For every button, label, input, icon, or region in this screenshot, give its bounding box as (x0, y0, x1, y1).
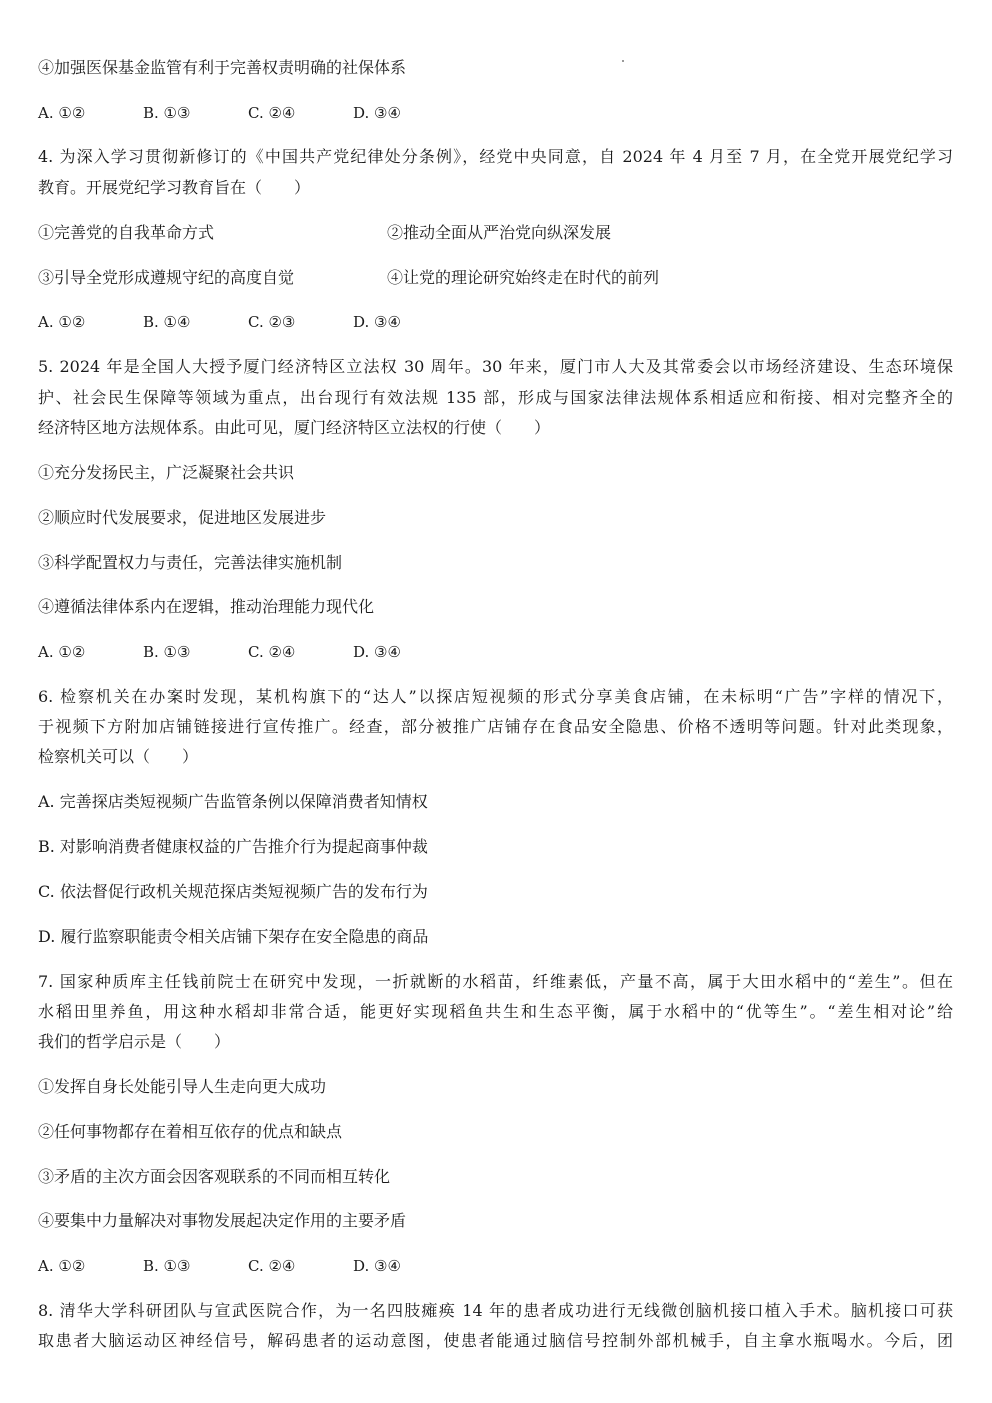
q7-choice-a: A. ①② (38, 1257, 86, 1275)
q5-statement-3: ③科学配置权力与责任，完善法律实施机制 (38, 553, 343, 572)
q4-statement-3: ③引导全党形成遵规守纪的高度自觉 (38, 268, 295, 287)
q4-choice-b: B. ①④ (143, 313, 191, 331)
q3-choice-c: C. ②④ (248, 104, 296, 122)
q7-statement-2: ②任何事物都存在着相互依存的优点和缺点 (38, 1122, 343, 1141)
q5-choice-d: D. ③④ (353, 643, 401, 661)
q5-stem-line-1: 5. 2024 年是全国人大授予厦门经济特区立法权 30 周年。30 年来，厦门市人大及其常委会以市场经济建设、生态环境保 (38, 357, 953, 376)
q3-choice-a: A. ①② (38, 104, 86, 122)
q7-statement-3: ③矛盾的主次方面会因客观联系的不同而相互转化 (38, 1167, 391, 1186)
q3-choice-b: B. ①③ (143, 104, 191, 122)
q8-stem-line-2: 取患者大脑运动区神经信号，解码患者的运动意图，使患者能通过脑信号控制外部机械手，自主拿水瓶喝水。今后，团 (38, 1331, 953, 1350)
q7-stem-line-1: 7. 国家种质库主任钱前院士在研究中发现，一折就断的水稻苗，纤维素低，产量不高，属于大田水稻中的“差生”。但在 (38, 972, 953, 991)
q5-statement-2: ②顺应时代发展要求，促进地区发展进步 (38, 508, 327, 527)
q3-choice-d: D. ③④ (353, 104, 401, 122)
q4-statement-2: ②推动全面从严治党向纵深发展 (387, 223, 612, 242)
q5-choice-b: B. ①③ (143, 643, 191, 661)
q6-option-a: A. 完善探店类短视频广告监管条例以保障消费者知情权 (38, 792, 428, 811)
q7-statement-4: ④要集中力量解决对事物发展起决定作用的主要矛盾 (38, 1211, 407, 1230)
q4-choice-c: C. ②③ (248, 313, 296, 331)
q7-statement-1: ①发挥自身长处能引导人生走向更大成功 (38, 1077, 327, 1096)
q7-choice-d: D. ③④ (353, 1257, 401, 1275)
q4-choice-d: D. ③④ (353, 313, 401, 331)
q6-stem-line-2: 于视频下方附加店铺链接进行宣传推广。经查，部分被推广店铺存在食品安全隐患、价格不透明等问题。针对此类现象， (38, 717, 953, 736)
q4-statement-4: ④让党的理论研究始终走在时代的前列 (387, 268, 660, 287)
q6-option-c: C. 依法督促行政机关规范探店类短视频广告的发布行为 (38, 882, 428, 901)
q5-stem-line-3: 经济特区地方法规体系。由此可见，厦门经济特区立法权的行使（ ） (38, 418, 551, 437)
q3-statement-4: ④加强医保基金监管有利于完善权责明确的社保体系 (38, 58, 407, 77)
q5-statement-1: ①充分发扬民主，广泛凝聚社会共识 (38, 463, 295, 482)
q6-option-d: D. 履行监察职能责令相关店铺下架存在安全隐患的商品 (38, 927, 429, 946)
q4-stem-line-2: 教育。开展党纪学习教育旨在（ ） (38, 178, 311, 197)
q7-choice-b: B. ①③ (143, 1257, 191, 1275)
q5-statement-4: ④遵循法律体系内在逻辑，推动治理能力现代化 (38, 597, 375, 616)
q4-stem-line-1: 4. 为深入学习贯彻新修订的《中国共产党纪律处分条例》，经党中央同意，自 2024 年 4 月至 7 月，在全党开展党纪学习 (38, 147, 953, 166)
q5-stem-line-2: 护、社会民生保障等领域为重点，出台现行有效法规 135 部，形成与国家法律法规体系相适应和衔接、相对完整齐全的 (38, 388, 953, 407)
q6-option-b: B. 对影响消费者健康权益的广告推介行为提起商事仲裁 (38, 837, 428, 856)
q6-stem-line-1: 6. 检察机关在办案时发现，某机构旗下的“达人”以探店短视频的形式分享美食店铺，在未标明“广告”字样的情况下， (38, 687, 953, 706)
q5-choice-c: C. ②④ (248, 643, 296, 661)
q4-choice-a: A. ①② (38, 313, 86, 331)
q7-stem-line-3: 我们的哲学启示是（ ） (38, 1032, 231, 1051)
q7-stem-line-2: 水稻田里养鱼，用这种水稻却非常合适，能更好实现稻鱼共生和生态平衡，属于水稻中的“优等生”。“差生相对论”给 (38, 1002, 953, 1021)
q8-stem-line-1: 8. 清华大学科研团队与宣武医院合作，为一名四肢瘫痪 14 年的患者成功进行无线微创脑机接口植入手术。脑机接口可获 (38, 1301, 953, 1320)
q6-stem-line-3: 检察机关可以（ ） (38, 747, 199, 766)
q5-choice-a: A. ①② (38, 643, 86, 661)
q4-statement-1: ①完善党的自我革命方式 (38, 223, 215, 242)
q7-choice-c: C. ②④ (248, 1257, 296, 1275)
